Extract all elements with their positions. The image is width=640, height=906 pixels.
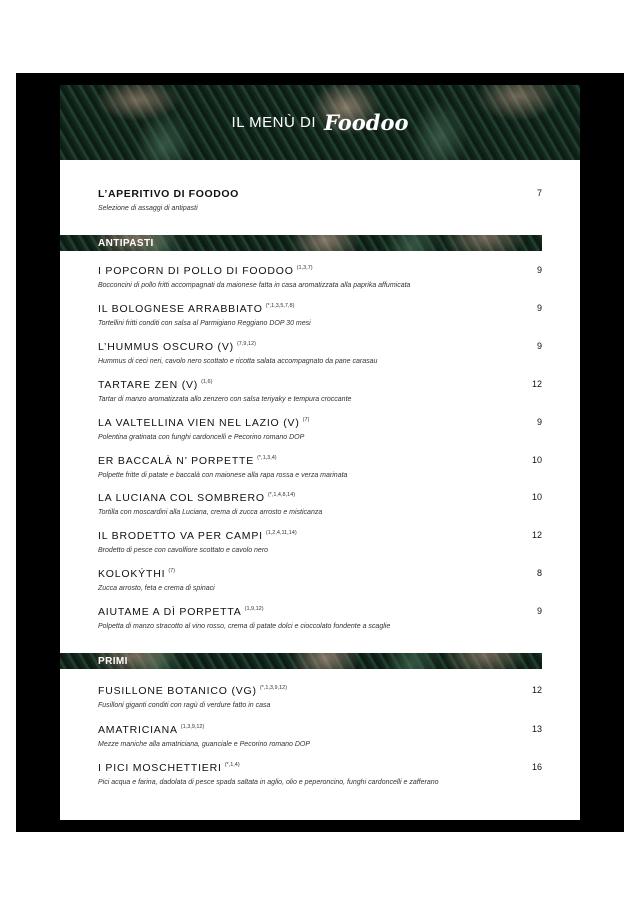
item-description: Polpette fritte di patate e baccalà con maionese alla rapa rossa e verza marinata [98,471,348,479]
item-name: KOLOKÝTHI [98,568,166,581]
item-name-row [98,379,542,391]
item-name: FUSILLONE BOTANICO (VG) [98,685,257,697]
item-price: 9 [536,606,542,617]
item-price: 10 [531,454,542,465]
item-description: Hummus di ceci neri, cavolo nero scottato e ricotta salata accompagnato da pane carasau [98,357,378,365]
menu-item [98,685,542,709]
item-name-row [98,341,542,353]
item-name: I PICI MOSCHETTIERI [98,762,222,774]
section-header-primi [60,653,542,669]
item-name-row [98,455,542,467]
item-description: Tortilla con moscardini alla Luciana, crema di zucca arrosto e misticanza [98,509,323,517]
item-name: IL BOLOGNESE ARRABBIATO [98,302,263,315]
item-price: 9 [536,302,542,313]
item-description: Bocconcini di pollo fritti accompagnati da maionese fatta in casa aromatizzata alla paprika affumicata [98,282,411,289]
item-allergens: (1,9,12) [244,606,264,613]
item-description: Brodetto di pesce con cavolfiore scottato e cavolo nero [98,547,269,555]
section-header-antipasti [60,235,542,251]
header-title: IL MENÙ DI [231,114,316,131]
item-name-row [98,724,542,736]
item-description: Fusilloni giganti conditi con ragù di verdure fatto in casa [98,702,271,709]
item-description: Tortellini fritti conditi con salsa al Parmigiano Reggiano DOP 30 mesi [98,319,311,327]
item-allergens: (7,9,12) [236,340,256,347]
item-allergens: (1,2,4,11,14) [265,530,297,537]
item-description: Tartar di manzo aromatizzata allo zenzero con salsa teriyaky e tempura croccante [98,395,352,403]
item-price: 12 [531,685,542,695]
item-name: LA VALTELLINA VIEN NEL LAZIO (V) [98,416,300,429]
item-name: L’HUMMUS OSCURO (V) [98,340,234,353]
item-description: Pici acqua e farina, dadolata di pesce spada saltata in aglio, olio e peperoncino, funghi cardoncelli e zafferano [98,779,439,786]
item-price: 12 [531,530,542,541]
item-name-row [98,685,542,697]
menu-item [98,379,542,403]
item-allergens: (*,1,3,5,7,8) [265,302,295,309]
section-title: ANTIPASTI [98,237,154,249]
item-allergens: (*,1,4) [224,762,240,768]
menu-item [98,762,542,786]
foodoo-logo: Foodoo [323,110,409,135]
item-price: 9 [536,265,542,275]
item-allergens: (*,1,3,9,12) [259,685,288,691]
item-name: IL BRODETTO VA PER CAMPI [98,530,263,543]
item-price: 12 [531,378,542,389]
item-name-row [98,568,542,580]
item-name: I POPCORN DI POLLO DI FOODOO [98,265,294,277]
item-name-row [98,762,542,774]
item-allergens: (1,3,7) [296,265,313,271]
item-price: 9 [536,416,542,427]
item-price: 7 [536,188,542,198]
featured-item [98,188,542,212]
menu-item [98,417,542,441]
item-price: 8 [536,568,542,579]
menu-item [98,724,542,748]
menu-page [60,85,580,820]
item-name-row [98,417,542,429]
item-allergens: (*,1,4,8,14) [267,492,296,499]
item-description: Mezze maniche alla amatriciana, guanciale e Pecorino romano DOP [98,740,311,748]
item-price: 10 [531,492,542,503]
menu-item [98,265,542,289]
item-name-row [98,265,542,277]
item-name: AMATRICIANA [98,723,178,736]
item-name-row [98,530,542,542]
item-price: 9 [536,340,542,351]
item-allergens: (7) [302,416,310,423]
menu-item [98,568,542,592]
menu-item [98,341,542,365]
menu-item [98,606,542,630]
item-name: AIUTAME A DÌ PORPETTA [98,606,242,619]
item-price: 13 [531,723,542,734]
item-description: Polentina gratinata con funghi cardoncelli e Pecorino romano DOP [98,433,305,441]
item-allergens: (*,1,3,4) [257,454,277,461]
item-allergens: (7) [168,568,176,575]
menu-item [98,455,542,479]
menu-item [98,492,542,516]
menu-item [98,303,542,327]
item-allergens: (1,3,9,12) [180,723,205,730]
item-name-row [98,492,542,504]
item-name: L’APERITIVO DI FOODOO [98,188,239,200]
menu-item [98,530,542,554]
menu-header-banner [60,85,580,160]
item-name-row [98,606,542,618]
item-price: 16 [531,762,542,772]
item-description: Selezione di assaggi di antipasti [98,205,198,212]
item-name: ER BACCALÀ N’ PORPETTE [98,454,255,467]
item-name: TARTARE ZEN (V) [98,378,199,391]
item-description: Zucca arrosto, feta e crema di spinaci [98,585,215,593]
item-name-row [98,303,542,315]
item-description: Polpetta di manzo stracotto al vino rosso, crema di patate dolci e cioccolato fondente a scaglie [98,623,391,631]
section-title: PRIMI [98,655,128,667]
item-name: LA LUCIANA COL SOMBRERO [98,492,265,505]
item-allergens: (1,6) [201,378,213,385]
